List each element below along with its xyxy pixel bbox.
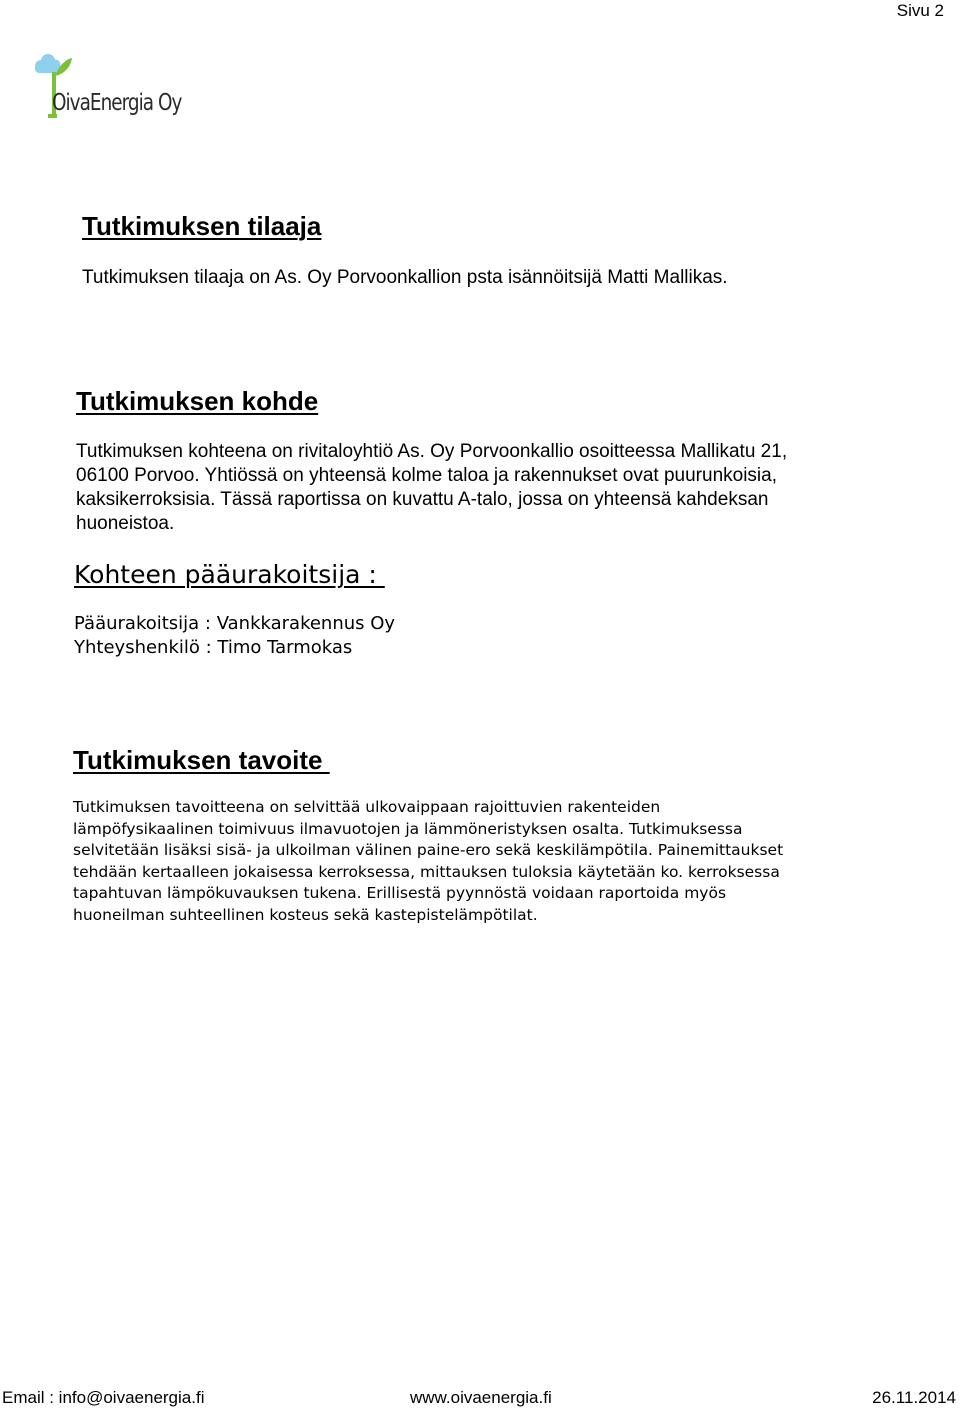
heading-urakoitsija: Kohteen pääurakoitsija : xyxy=(74,560,385,589)
paragraph-line: kaksikerroksisia. Tässä raportissa on kuvattu A-talo, jossa on yhteensä kahdeksan xyxy=(76,489,769,510)
page-number: Sivu 2 xyxy=(896,1,944,20)
paragraph-line: Tutkimuksen kohteena on rivitaloyhtiö As. Oy Porvoonkallio osoitteessa Mallikatu 21, xyxy=(76,441,788,462)
paragraph-line: tapahtuvan lämpökuvauksen tukena. Erillisestä pyynnöstä voidaan raportoida myös xyxy=(73,884,727,902)
heading-tavoite: Tutkimuksen tavoite xyxy=(73,745,330,775)
footer-email: Email : info@oivaenergia.fi xyxy=(2,1388,205,1407)
paragraph-line: Tutkimuksen tavoitteena on selvittää ulkovaippaan rajoittuvien rakenteiden xyxy=(73,798,661,816)
logo-text: OivaEnergia Oy xyxy=(52,90,182,116)
company-logo xyxy=(30,52,180,124)
paragraph-line: tehdään kertaalleen jokaisessa kerroksessa, mittauksen tuloksia käytetään ko. kerroksessa xyxy=(73,862,780,881)
paragraph-kohde xyxy=(76,440,787,536)
heading-tilaaja: Tutkimuksen tilaaja xyxy=(82,211,322,241)
paragraph-urakoitsija xyxy=(74,612,395,660)
paragraph-line: 06100 Porvoo. Yhtiössä on yhteensä kolme taloa ja rakennukset ovat puurunkoisia, xyxy=(76,465,777,486)
paragraph-line: huoneistoa. xyxy=(76,513,175,534)
contact-person-line: Yhteyshenkilö : Timo Tarmokas xyxy=(74,637,353,658)
paragraph-tavoite xyxy=(73,797,783,926)
paragraph-line: lämpöfysikaalinen toimivuus ilmavuotojen ja lämmöneristyksen osalta. Tutkimuksessa xyxy=(73,819,743,838)
contractor-line: Pääurakoitsija : Vankkarakennus Oy xyxy=(74,613,396,634)
paragraph-line: huoneilman suhteellinen kosteus sekä kastepistelämpötilat. xyxy=(73,905,538,924)
paragraph-tilaaja: Tutkimuksen tilaaja on As. Oy Porvoonkallion psta isännöitsijä Matti Mallikas. xyxy=(82,267,728,288)
footer-website: www.oivaenergia.fi xyxy=(410,1388,552,1407)
paragraph-line: selvitetään lisäksi sisä- ja ulkoilman välinen paine-ero sekä keskilämpötila. Painemittaukset xyxy=(73,841,784,859)
footer-date: 26.11.2014 xyxy=(872,1388,956,1407)
heading-kohde: Tutkimuksen kohde xyxy=(76,386,319,416)
